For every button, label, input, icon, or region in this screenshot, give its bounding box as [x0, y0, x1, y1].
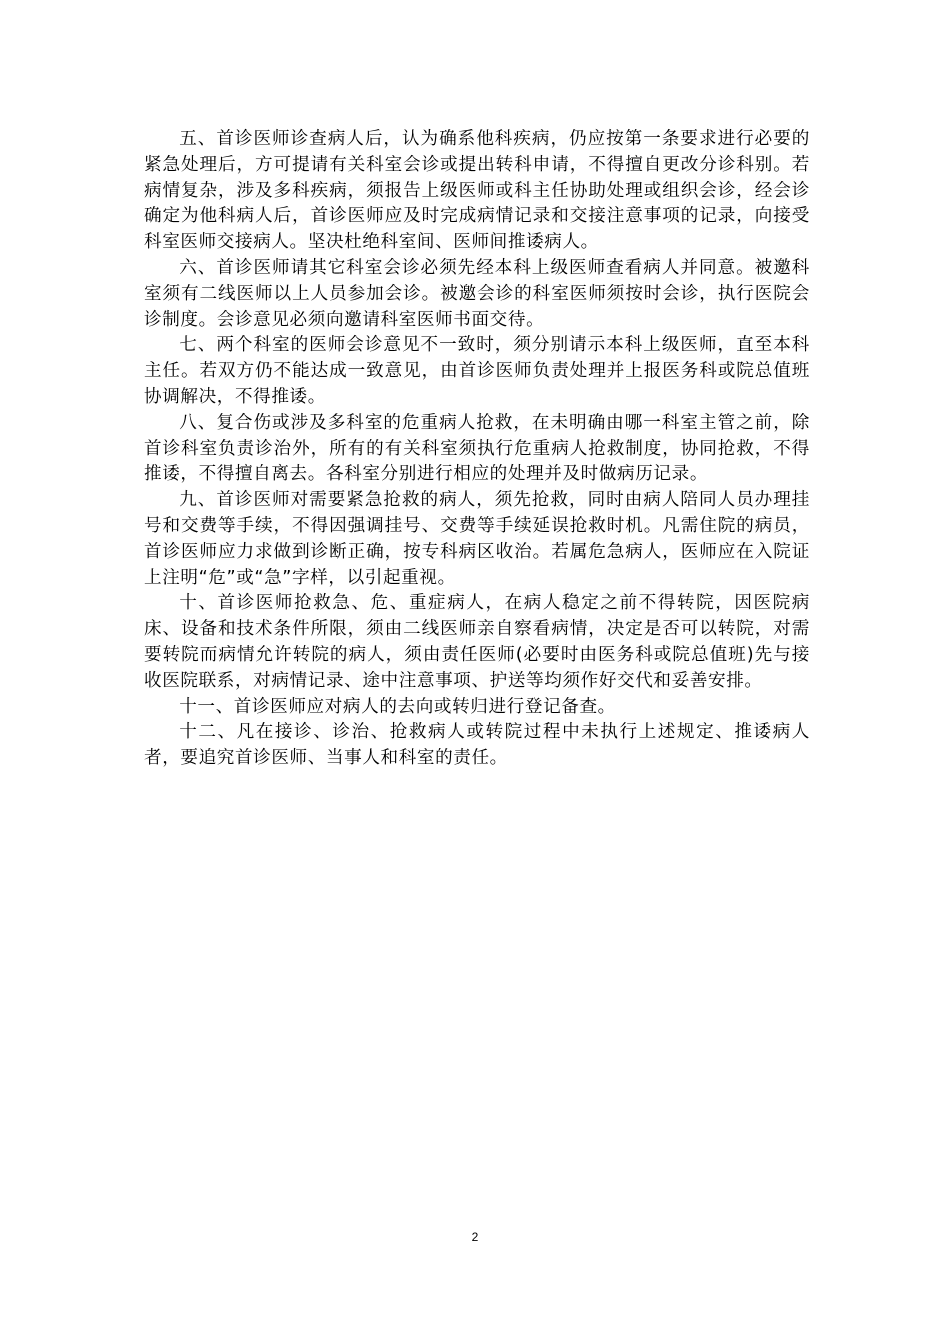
document-body: [144, 127, 810, 772]
paragraph-12: 十二、凡在接诊、诊治、抢救病人或转院过程中未执行上述规定、推诿病人者，要追究首诊医师、当事人和科室的责任。: [144, 722, 810, 769]
paragraph-10: 十、首诊医师抢救急、危、重症病人，在病人稳定之前不得转院，因医院病床、设备和技术条件所限，须由二线医师亲自察看病情，决定是否可以转院，对需要转院而病情允许转院的病人，须由责任医师(必要时由医务科或院总值班)先与接收医院联系，对病情记录、途中注意事项、护送等均须作好交代和妥善安排。: [144, 593, 810, 691]
paragraph-5: 五、首诊医师诊查病人后，认为确系他科疾病，仍应按第一条要求进行必要的紧急处理后，方可提请有关科室会诊或提出转科申请，不得擅自更改分诊科别。若病情复杂，涉及多科疾病，须报告上级医师或科主任协助处理或组织会诊，经会诊确定为他科病人后，首诊医师应及时完成病情记录和交接注意事项的记录，向接受科室医师交接病人。坚决杜绝科室间、医师间推诿病人。: [144, 129, 810, 253]
paragraph-6: 六、首诊医师请其它科室会诊必须先经本科上级医师查看病人并同意。被邀科室须有二线医师以上人员参加会诊。被邀会诊的科室医师须按时会诊，执行医院会诊制度。会诊意见必须向邀请科室医师书面交待。: [144, 257, 810, 330]
paragraph-9: 九、首诊医师对需要紧急抢救的病人，须先抢救，同时由病人陪同人员办理挂号和交费等手续，不得因强调挂号、交费等手续延误抢救时机。凡需住院的病员，首诊医师应力求做到诊断正确，按专科病区收治。若属危急病人，医师应在入院证上注明“危”或“急”字样，以引起重视。: [144, 490, 810, 588]
page-number: 2: [471, 1230, 479, 1244]
paragraph-11: 十一、首诊医师应对病人的去向或转归进行登记备查。: [179, 696, 616, 717]
paragraph-7: 七、两个科室的医师会诊意见不一致时，须分别请示本科上级医师，直至本科主任。若双方仍不能达成一致意见，由首诊医师负责处理并上报医务科或院总值班协调解决，不得推诿。: [144, 335, 810, 407]
paragraph-8: 八、复合伤或涉及多科室的危重病人抢救，在未明确由哪一科室主管之前，除首诊科室负责诊治外，所有的有关科室须执行危重病人抢救制度，协同抢救，不得推诿，不得擅自离去。各科室分别进行相应的处理并及时做病历记录。: [144, 412, 810, 485]
